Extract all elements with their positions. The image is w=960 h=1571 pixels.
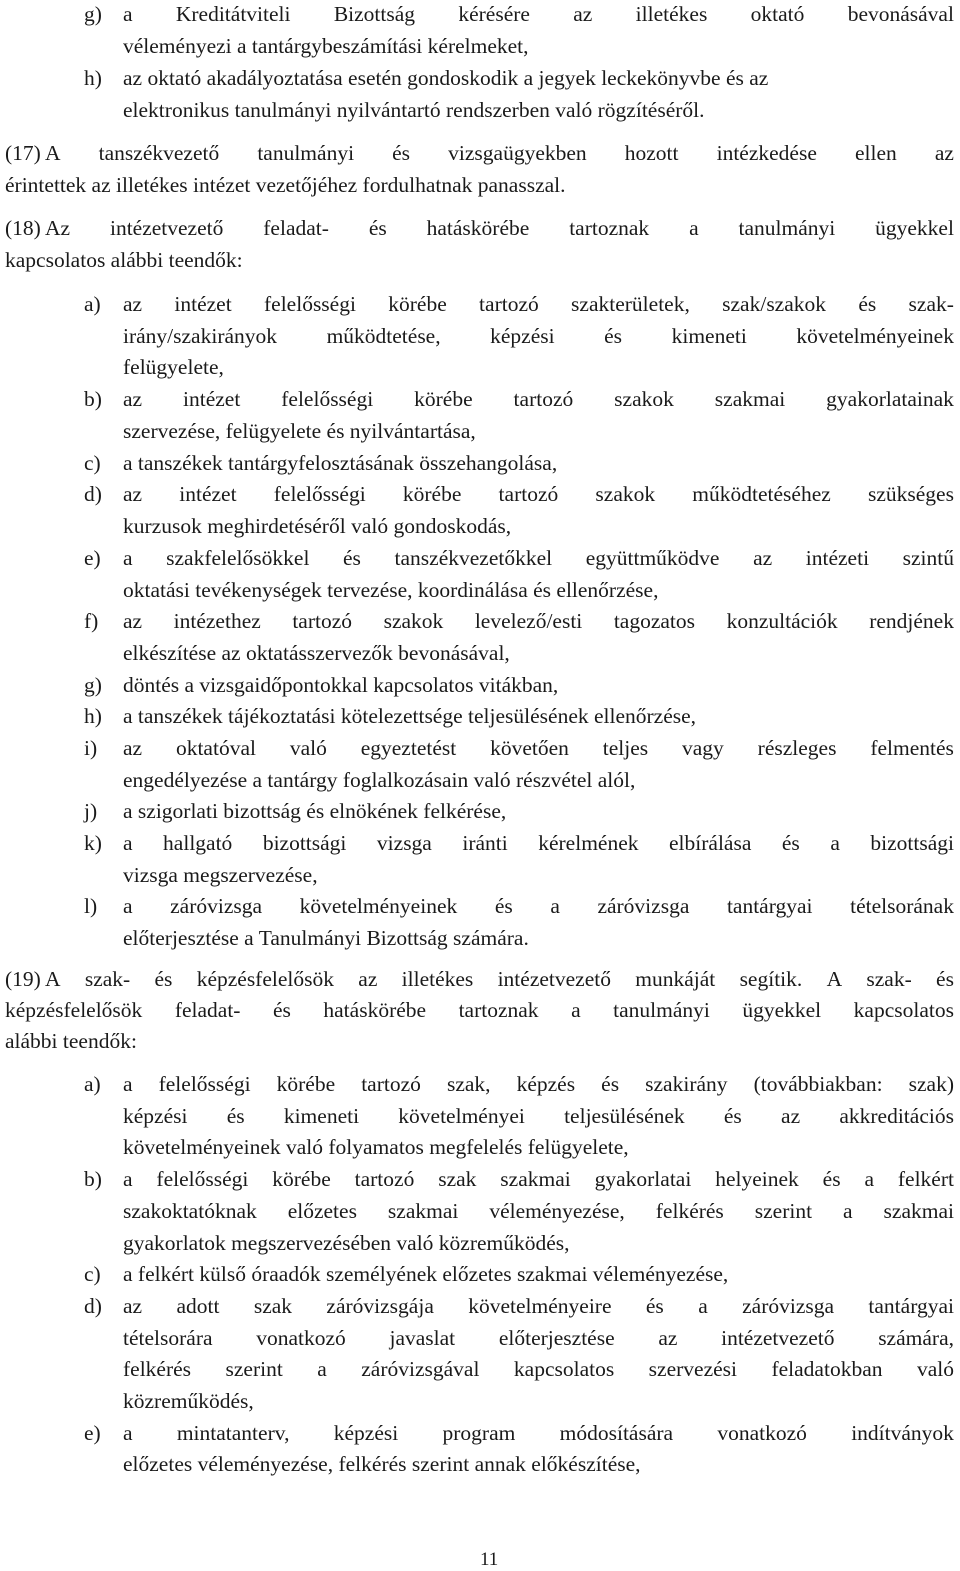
text-line bbox=[123, 735, 954, 761]
word: az bbox=[123, 1294, 143, 1318]
word: a bbox=[571, 998, 581, 1022]
word: a bbox=[123, 1421, 133, 1445]
word: tartozó bbox=[513, 387, 574, 411]
word: vizsga bbox=[376, 831, 432, 855]
word: és bbox=[154, 967, 173, 991]
word: az bbox=[123, 387, 143, 411]
word: és bbox=[781, 831, 800, 855]
word: felkért bbox=[897, 1167, 954, 1191]
word: adott bbox=[176, 1294, 220, 1318]
list-label: d) bbox=[84, 482, 102, 506]
text-line: felügyelete, bbox=[123, 355, 224, 379]
word: felelősségi bbox=[158, 1072, 251, 1096]
word: tételsorának bbox=[850, 894, 954, 918]
word: a bbox=[843, 1199, 853, 1223]
word: intézet bbox=[183, 387, 241, 411]
word: feladat- bbox=[174, 998, 241, 1022]
word: tartozó bbox=[479, 292, 539, 316]
text-line bbox=[123, 323, 954, 349]
word: felelősségi bbox=[156, 1167, 249, 1191]
word: felelősségi bbox=[273, 482, 366, 506]
word: intézethez bbox=[173, 609, 261, 633]
word: a bbox=[123, 546, 133, 570]
list-label: j) bbox=[84, 799, 98, 823]
word: és bbox=[936, 967, 954, 991]
word: szak- bbox=[84, 967, 131, 991]
list-label: l) bbox=[84, 894, 98, 918]
text-line bbox=[123, 1325, 954, 1351]
paragraph-17-line bbox=[5, 140, 954, 166]
word: együttműködve bbox=[585, 546, 720, 570]
word: a bbox=[689, 216, 699, 240]
list-label: g) bbox=[84, 2, 102, 26]
word: működtetése, bbox=[326, 324, 441, 348]
word: rendjének bbox=[869, 609, 954, 633]
list-label: h) bbox=[84, 704, 102, 728]
word: szakmai bbox=[387, 1199, 459, 1223]
word: felmentés bbox=[870, 736, 954, 760]
word: szakterületek, bbox=[571, 292, 690, 316]
list-label: k) bbox=[84, 831, 102, 855]
word: Bizottság bbox=[333, 2, 416, 26]
word: a bbox=[317, 1357, 327, 1381]
word: a bbox=[123, 2, 133, 26]
word: vagy bbox=[682, 736, 724, 760]
word: tételsorára bbox=[123, 1326, 213, 1350]
word: követelményeinek bbox=[796, 324, 954, 348]
word: iránti bbox=[462, 831, 508, 855]
text-line bbox=[123, 1, 954, 27]
word: képzési bbox=[333, 1421, 399, 1445]
word: körébe bbox=[402, 482, 462, 506]
word: való bbox=[289, 736, 327, 760]
word: irány/szakirányok bbox=[123, 324, 278, 348]
word: intézetvezető bbox=[497, 967, 611, 991]
word: követelményeinek bbox=[299, 894, 458, 918]
word: oktatóval bbox=[175, 736, 256, 760]
word: követően bbox=[490, 736, 569, 760]
word: program bbox=[442, 1421, 516, 1445]
word: gyakorlatainak bbox=[826, 387, 954, 411]
word: tanulmányi bbox=[257, 141, 355, 165]
word: részleges bbox=[757, 736, 837, 760]
text-line: elkészítése az oktatásszervezők bevonásával, bbox=[123, 641, 510, 665]
text-line bbox=[123, 830, 954, 856]
word: bizottsági bbox=[262, 831, 347, 855]
text-line: vizsga megszervezése, bbox=[123, 863, 318, 887]
text-line bbox=[123, 1356, 954, 1382]
word: az bbox=[753, 546, 773, 570]
word: a bbox=[698, 1294, 708, 1318]
paragraph-18-line bbox=[5, 215, 954, 241]
word: és bbox=[392, 141, 411, 165]
word: intézetvezető bbox=[109, 216, 224, 240]
text-line bbox=[123, 608, 954, 634]
word: szintű bbox=[902, 546, 954, 570]
text-line: közreműködés, bbox=[123, 1389, 254, 1413]
text-line: szervezése, felügyelete és nyilvántartása, bbox=[123, 419, 476, 443]
list-label: b) bbox=[84, 1167, 102, 1191]
word: az bbox=[934, 141, 954, 165]
word: akkreditációs bbox=[839, 1104, 954, 1128]
paragraph-19-line: alábbi teendők: bbox=[5, 1029, 137, 1053]
word: intézet bbox=[174, 292, 232, 316]
text-line: a tanszékek tantárgyfelosztásának összehangolása, bbox=[123, 451, 558, 475]
paragraph-19-line bbox=[5, 997, 954, 1023]
word: gyakorlatai bbox=[594, 1167, 692, 1191]
word: és bbox=[494, 894, 513, 918]
word: szervezési bbox=[648, 1357, 738, 1381]
word: szakok bbox=[595, 482, 656, 506]
text-line: előterjesztése a Tanulmányi Bizottság számára. bbox=[123, 926, 529, 950]
word: Kreditátviteli bbox=[175, 2, 291, 26]
word: indítványok bbox=[851, 1421, 954, 1445]
text-line: követelményeinek való folyamatos megfelelés felügyelete, bbox=[123, 1135, 629, 1159]
word: tartoznak bbox=[569, 216, 650, 240]
word: körébe bbox=[276, 1072, 336, 1096]
word: és bbox=[822, 1167, 841, 1191]
word: képzésfelelősök bbox=[196, 967, 334, 991]
word: és bbox=[723, 1104, 742, 1128]
text-line: elektronikus tanulmányi nyilvántartó rendszerben való rögzítéséről. bbox=[123, 98, 705, 122]
word: tartozó bbox=[292, 609, 353, 633]
word: ügyekkel bbox=[742, 998, 822, 1022]
word: és bbox=[604, 324, 623, 348]
word: szak- bbox=[866, 967, 912, 991]
word: szak bbox=[253, 1294, 293, 1318]
word: szak) bbox=[908, 1072, 954, 1096]
word: intézeti bbox=[805, 546, 870, 570]
word: tartozó bbox=[354, 1167, 415, 1191]
word: tantárgyai bbox=[726, 894, 813, 918]
word: előzetes bbox=[287, 1199, 357, 1223]
word: képzésfelelősök bbox=[5, 998, 143, 1022]
word: tartozó bbox=[498, 482, 559, 506]
list-label: b) bbox=[84, 387, 102, 411]
word: vonatkozó bbox=[256, 1326, 346, 1350]
word: ellen bbox=[854, 141, 897, 165]
word: és bbox=[368, 216, 387, 240]
word: feladatokban bbox=[771, 1357, 883, 1381]
word: bizottsági bbox=[870, 831, 954, 855]
word: az bbox=[123, 292, 143, 316]
word: körébe bbox=[388, 292, 447, 316]
word: követelményei bbox=[398, 1104, 525, 1128]
text-line bbox=[123, 291, 954, 317]
word: hallgató bbox=[163, 831, 233, 855]
text-line bbox=[123, 893, 954, 919]
word: a bbox=[864, 1167, 874, 1191]
word: előterjesztése bbox=[498, 1326, 615, 1350]
text-line: döntés a vizsgaidőpontokkal kapcsolatos vitákban, bbox=[123, 673, 559, 697]
text-line bbox=[123, 1166, 954, 1192]
word: szakok bbox=[383, 609, 444, 633]
word: záróvizsgával bbox=[361, 1357, 480, 1381]
word: ügyekkel bbox=[875, 216, 954, 240]
word: vizsgaügyekben bbox=[448, 141, 587, 165]
word: (továbbiakban: bbox=[753, 1072, 883, 1096]
word: szakmai bbox=[714, 387, 786, 411]
word: szak/szakok bbox=[722, 292, 827, 316]
word: szerint bbox=[754, 1199, 813, 1223]
word: munkáját bbox=[635, 967, 716, 991]
word: tanszékvezető bbox=[98, 141, 220, 165]
word: tanszékvezetőkkel bbox=[394, 546, 553, 570]
word: hozott bbox=[624, 141, 679, 165]
word: képzési bbox=[490, 324, 555, 348]
text-line bbox=[123, 545, 954, 571]
text-line: a tanszékek tájékoztatási kötelezettsége teljesülésének ellenőrzése, bbox=[123, 704, 697, 728]
list-label: f) bbox=[84, 609, 99, 633]
paragraph-19-line bbox=[5, 966, 954, 992]
word: módosítására bbox=[559, 1421, 674, 1445]
word: helyeinek bbox=[715, 1167, 799, 1191]
word: tagozatos bbox=[613, 609, 696, 633]
word: az bbox=[123, 482, 143, 506]
word: oktató bbox=[750, 2, 805, 26]
word: kimeneti bbox=[283, 1104, 360, 1128]
word: a bbox=[830, 831, 840, 855]
word: követelményeire bbox=[468, 1294, 612, 1318]
word: felkérés bbox=[123, 1357, 192, 1381]
word: záróvizsga bbox=[597, 894, 690, 918]
word: feladat- bbox=[263, 216, 329, 240]
word: tanulmányi bbox=[613, 998, 710, 1022]
word: teljes bbox=[602, 736, 649, 760]
word: képzési bbox=[123, 1104, 188, 1128]
word: záróvizsga bbox=[170, 894, 263, 918]
word: záróvizsga bbox=[742, 1294, 835, 1318]
word: az bbox=[781, 1104, 801, 1128]
text-line: engedélyezése a tantárgy foglalkozásain való részvétel alól, bbox=[123, 768, 636, 792]
word: és bbox=[272, 998, 291, 1022]
word: szakok bbox=[614, 387, 674, 411]
list-label: g) bbox=[84, 673, 102, 697]
word: szak- bbox=[908, 292, 954, 316]
word: szak bbox=[438, 1167, 477, 1191]
word: szükséges bbox=[867, 482, 954, 506]
word: működtetéséhez bbox=[692, 482, 831, 506]
word: teljesülésének bbox=[564, 1104, 685, 1128]
word: az bbox=[573, 2, 593, 26]
list-label: a) bbox=[84, 292, 101, 316]
word: szakirány bbox=[645, 1072, 728, 1096]
word: egyeztetést bbox=[360, 736, 457, 760]
word: (18) Az bbox=[5, 216, 71, 240]
word: illetékes bbox=[635, 2, 708, 26]
word: intézetvezető bbox=[721, 1326, 835, 1350]
word: kapcsolatos bbox=[513, 1357, 615, 1381]
word: és bbox=[343, 546, 361, 570]
word: körébe bbox=[414, 387, 473, 411]
word: szakfelelősökkel bbox=[166, 546, 310, 570]
word: felelősségi bbox=[281, 387, 374, 411]
list-label: e) bbox=[84, 1421, 101, 1445]
list-label: i) bbox=[84, 736, 98, 760]
text-line bbox=[123, 1420, 954, 1446]
word: felelősségi bbox=[264, 292, 356, 316]
word: (19) A bbox=[5, 967, 61, 991]
word: szak, bbox=[446, 1072, 491, 1096]
word: kérésére bbox=[458, 2, 530, 26]
word: a bbox=[123, 1167, 133, 1191]
word: az bbox=[123, 609, 143, 633]
word: elbírálása bbox=[669, 831, 752, 855]
word: való bbox=[916, 1357, 954, 1381]
word: kapcsolatos bbox=[853, 998, 954, 1022]
word: felkérés bbox=[655, 1199, 724, 1223]
word: és bbox=[601, 1072, 620, 1096]
text-line: oktatási tevékenységek tervezése, koordinálása és ellenőrzése, bbox=[123, 578, 659, 602]
word: záróvizsgája bbox=[326, 1294, 434, 1318]
list-label: c) bbox=[84, 451, 101, 475]
word: körébe bbox=[272, 1167, 331, 1191]
text-line bbox=[123, 386, 954, 412]
word: hatáskörébe bbox=[323, 998, 427, 1022]
word: javaslat bbox=[389, 1326, 456, 1350]
word: intézet bbox=[179, 482, 237, 506]
list-label: c) bbox=[84, 1262, 101, 1286]
text-line bbox=[123, 481, 954, 507]
word: tanulmányi bbox=[738, 216, 836, 240]
word: és bbox=[226, 1104, 245, 1128]
word: és bbox=[858, 292, 877, 316]
word: segítik. bbox=[739, 967, 803, 991]
text-line: a felkért külső óraadók személyének előzetes szakmai véleményezése, bbox=[123, 1262, 729, 1286]
word: szakmai bbox=[500, 1167, 571, 1191]
word: szakoktatóknak bbox=[123, 1199, 257, 1223]
word: kimeneti bbox=[671, 324, 747, 348]
text-line bbox=[123, 1198, 954, 1224]
text-line: véleményezi a tantárgybeszámítási kérelmeket, bbox=[123, 34, 529, 58]
word: kérelmének bbox=[538, 831, 639, 855]
text-line: a szigorlati bizottság és elnökének felkérése, bbox=[123, 799, 507, 823]
word: a bbox=[123, 1072, 133, 1096]
paragraph-18-line: kapcsolatos alábbi teendők: bbox=[5, 248, 243, 272]
text-line: kurzusok meghirdetéséről való gondoskodás, bbox=[123, 514, 512, 538]
word: képzés bbox=[516, 1072, 576, 1096]
word: véleményezése, bbox=[489, 1199, 625, 1223]
word: a bbox=[123, 894, 133, 918]
text-line bbox=[123, 1071, 954, 1097]
text-line: előzetes véleményezése, felkérés szerint annak előkészítése, bbox=[123, 1452, 641, 1476]
word: tantárgyai bbox=[868, 1294, 954, 1318]
word: szakmai bbox=[883, 1199, 954, 1223]
list-label: a) bbox=[84, 1072, 101, 1096]
word: a bbox=[550, 894, 560, 918]
list-label: e) bbox=[84, 546, 101, 570]
text-line bbox=[123, 1293, 954, 1319]
word: az bbox=[658, 1326, 678, 1350]
word: konzultációk bbox=[726, 609, 838, 633]
word: és bbox=[645, 1294, 664, 1318]
word: mintatanterv, bbox=[176, 1421, 290, 1445]
word: hatáskörébe bbox=[426, 216, 530, 240]
word: illetékes bbox=[401, 967, 474, 991]
word: szerint bbox=[225, 1357, 283, 1381]
text-line: gyakorlatok megszervezésében való közreműködés, bbox=[123, 1231, 570, 1255]
text-line: az oktató akadályoztatása esetén gondoskodik a jegyek leckekönyvbe és az bbox=[123, 66, 769, 90]
word: a bbox=[123, 831, 133, 855]
word: az bbox=[358, 967, 378, 991]
word: bevonásával bbox=[847, 2, 954, 26]
word: levelező/esti bbox=[474, 609, 583, 633]
word: intézkedése bbox=[716, 141, 817, 165]
word: vonatkozó bbox=[717, 1421, 807, 1445]
word: számára, bbox=[878, 1326, 954, 1350]
list-label: h) bbox=[84, 66, 102, 90]
word: tartozó bbox=[361, 1072, 421, 1096]
word: az bbox=[123, 736, 143, 760]
word: tartoznak bbox=[458, 998, 539, 1022]
text-line bbox=[123, 1103, 954, 1129]
list-label: d) bbox=[84, 1294, 102, 1318]
word: (17) A bbox=[5, 141, 61, 165]
page-number: 11 bbox=[480, 1549, 499, 1570]
paragraph-17-line: érintettek az illetékes intézet vezetőjéhez fordulhatnak panasszal. bbox=[5, 173, 566, 197]
word: A bbox=[826, 967, 843, 991]
